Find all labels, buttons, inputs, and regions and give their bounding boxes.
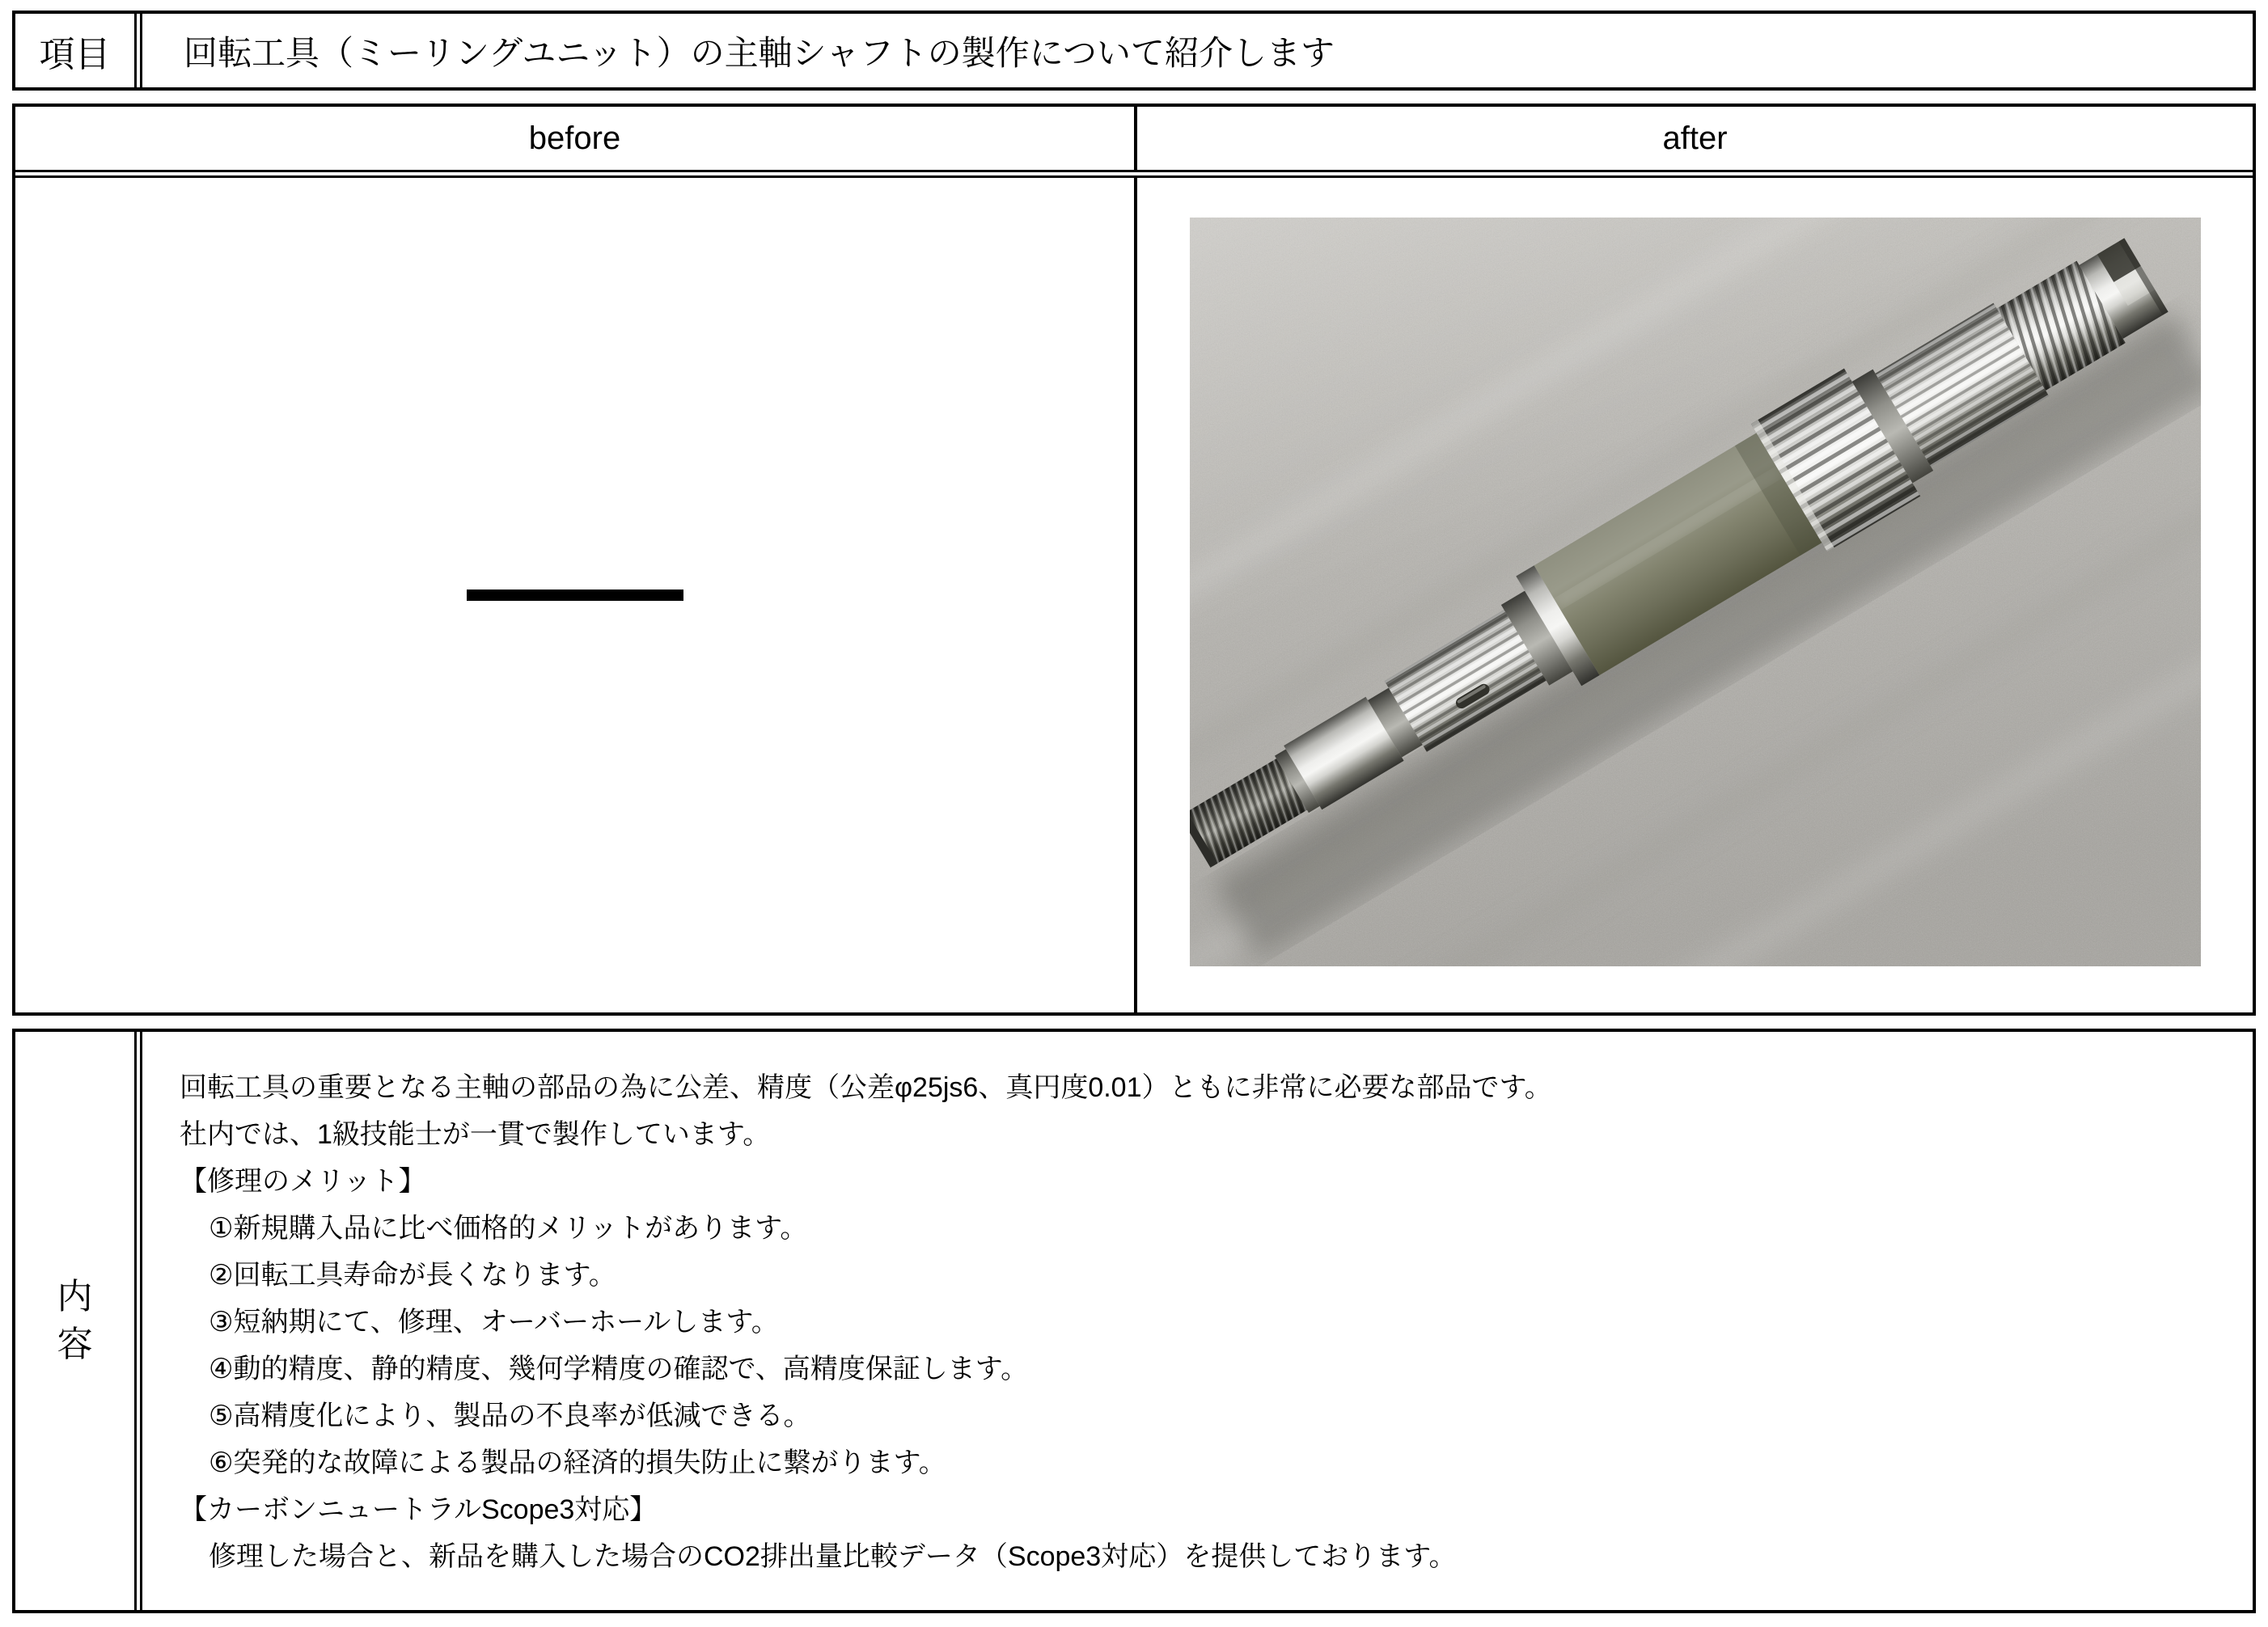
after-cell <box>1137 178 2253 1012</box>
content-table <box>12 1029 2256 1613</box>
double-line-separator <box>134 14 142 87</box>
content-line: 【修理のメリット】 <box>180 1166 426 1197</box>
content-label: 内容 <box>57 1277 93 1364</box>
spindle-shaft-photo <box>1190 218 2201 966</box>
content-line: 社内では、1級技能士が一貫で製作しています。 <box>180 1119 771 1150</box>
content-line: 【カーボンニュートラルScope3対応】 <box>180 1494 658 1525</box>
content-line: ⑥突発的な故障による製品の経済的損失防止に繋がります。 <box>209 1447 946 1478</box>
redaction-bar <box>467 590 683 601</box>
comparison-body-row <box>15 178 2253 1012</box>
item-description: 回転工具（ミーリングユニット）の主軸シャフトの製作について紹介します <box>184 33 1335 72</box>
before-cell <box>15 178 1137 1012</box>
comparison-header-row <box>15 107 2253 178</box>
content-label-cell <box>15 1032 134 1610</box>
content-line: ⑤高精度化により、製品の不良率が低減できる。 <box>209 1401 811 1431</box>
double-line-separator <box>134 1032 142 1610</box>
item-label: 項目 <box>39 34 111 74</box>
content-line: 回転工具の重要となる主軸の部品の為に公差、精度（公差φ25js6、真円度0.01）ともに非常に必要な部品です。 <box>180 1072 1552 1103</box>
content-line: ①新規購入品に比べ価格的メリットがあります。 <box>209 1213 808 1244</box>
content-line: ②回転工具寿命が長くなります。 <box>209 1260 616 1291</box>
content-line: ③短納期にて、修理、オーバーホールします。 <box>209 1307 779 1338</box>
before-header: before <box>15 107 1137 170</box>
after-header: after <box>1662 120 1728 156</box>
content-line: ④動的精度、静的精度、幾何学精度の確認で、高精度保証します。 <box>209 1354 1029 1384</box>
photo-light-overlay <box>1190 218 2201 966</box>
comparison-table <box>12 104 2256 1016</box>
content-line: 修理した場合と、新品を購入した場合のCO2排出量比較データ（Scope3対応）を提供しております。 <box>209 1541 1457 1572</box>
title-table <box>12 11 2256 91</box>
content-body <box>142 1032 2253 1610</box>
